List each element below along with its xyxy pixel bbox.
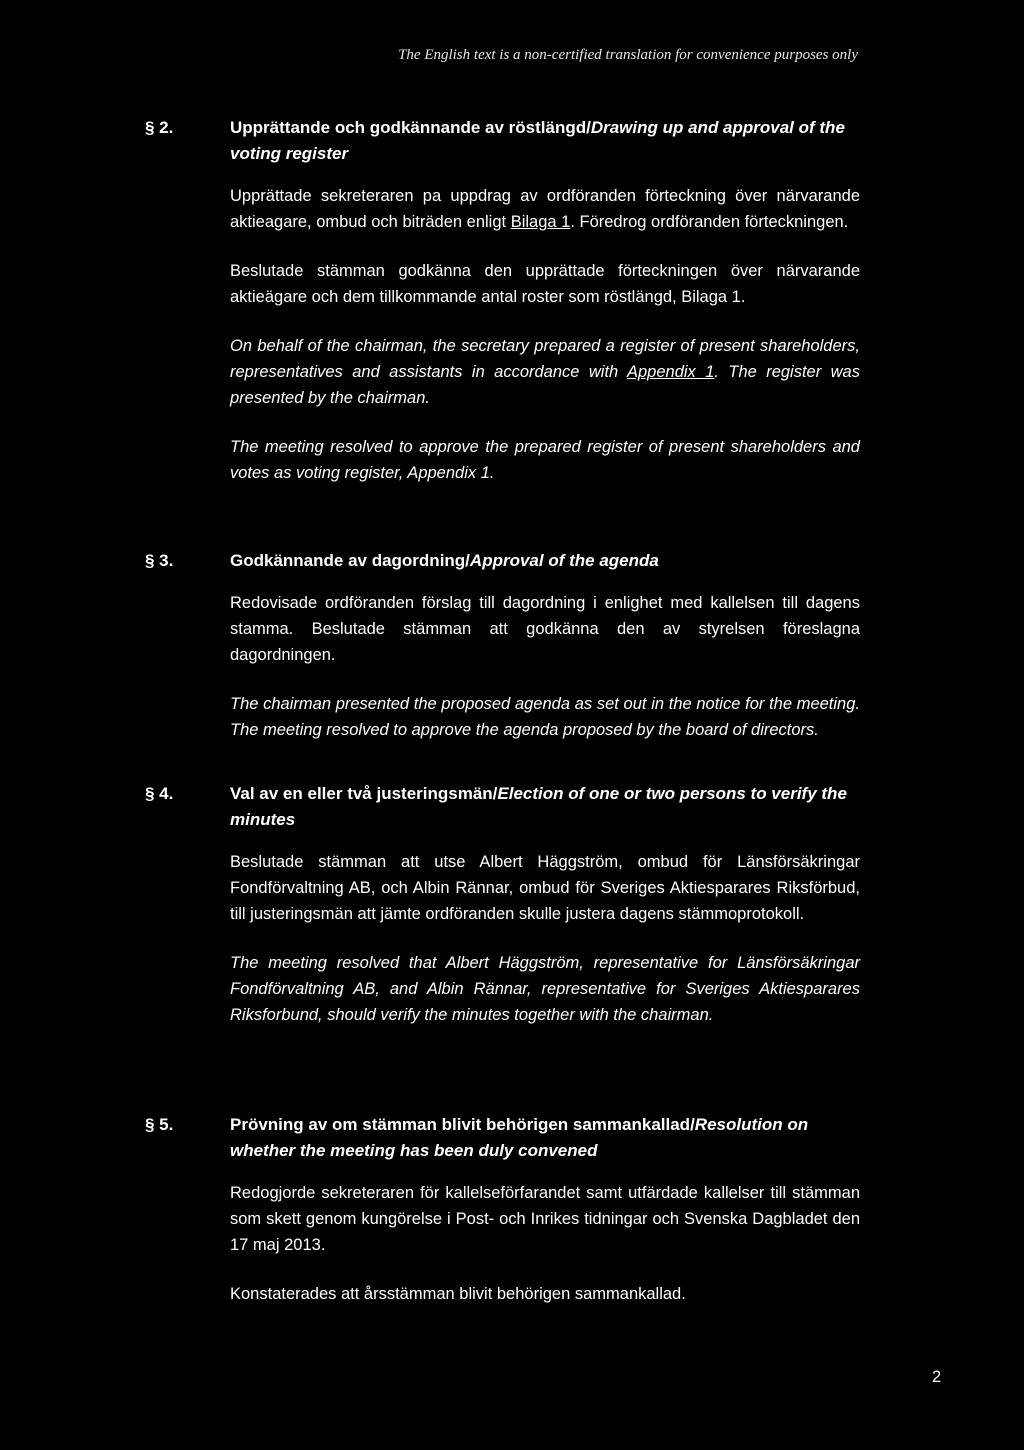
section-title: [230, 548, 860, 574]
section-title: [230, 115, 860, 167]
section-5: [145, 1112, 860, 1330]
appendix-reference: Bilaga 1: [510, 213, 571, 231]
paragraph-english: The meeting resolved that Albert Häggström, representative for Länsförsäkringar Fondförvaltning AB, and Albin Rännar, representative for Sveriges Aktiesparares Riksforbund, should verify the minutes together with the chairman.: [230, 954, 860, 1024]
title-swedish: Prövning av om stämman blivit behörigen sammankallad/: [230, 1115, 695, 1134]
paragraph-swedish: Upprättade sekreteraren pa uppdrag av ordföranden förteckning över närvarande aktieagare, ombud och biträden enligt Bilaga 1. Föredrog ordföranden förteckningen.: [230, 187, 860, 231]
paragraph-swedish: Beslutade stämman godkänna den upprättade förteckningen över närvarande aktieägare och dem tillkommande antal roster som röstlängd, Bilaga 1.: [230, 262, 860, 306]
translation-disclaimer: The English text is a non-certified translation for convenience purposes only: [398, 47, 858, 63]
section-2: [145, 115, 860, 509]
title-english: Approval of the agenda: [469, 551, 659, 570]
title-english: Election of one or two persons to verify the minutes: [230, 784, 847, 829]
paragraph-english: The chairman presented the proposed agenda as set out in the notice for the meeting. The meeting resolved to approve the agenda proposed by the board of directors.: [230, 695, 860, 739]
paragraph-english: The meeting resolved to approve the prepared register of present shareholders and votes as voting register, Appendix 1.: [230, 438, 860, 482]
section-title: [230, 781, 860, 833]
title-swedish: Upprättande och godkännande av röstlängd/: [230, 118, 591, 137]
paragraph-swedish: Beslutade stämman att utse Albert Häggström, ombud för Länsförsäkringar Fondförvaltning AB, och Albin Rännar, ombud för Sveriges Aktiesparares Riksförbud, till justeringsmän att jämte ordföranden skulle justera dagens stämmoprotokoll.: [230, 853, 860, 923]
title-swedish: Godkännande av dagordning/: [230, 551, 470, 570]
paragraph-english: On behalf of the chairman, the secretary prepared a register of present shareholders, representatives and assistants in accordance with Appendix 1. The register was presented by the chairman.: [230, 337, 860, 407]
section-3: [145, 548, 860, 766]
title-english: Resolution on whether the meeting has been duly convened: [230, 1115, 809, 1160]
paragraph-swedish: Redovisade ordföranden förslag till dagordning i enlighet med kallelsen till dagens stamma. Beslutade stämman att godkänna den av styrelsen föreslagna dagordningen.: [230, 594, 860, 664]
appendix-reference: Appendix 1: [627, 363, 715, 381]
section-number: § 5.: [145, 1115, 174, 1134]
paragraph-swedish: Redogjorde sekreteraren för kallelseförfarandet samt utfärdade kallelser till stämman som skett genom kungörelse i Post- och Inrikes tidningar och Svenska Dagbladet den 17 maj 2013.: [230, 1184, 860, 1254]
section-4: [145, 781, 860, 1051]
section-number: § 3.: [145, 551, 174, 570]
section-number: § 4.: [145, 784, 174, 803]
title-english: Drawing up and approval of the voting register: [230, 118, 845, 163]
paragraph-swedish: Konstaterades att årsstämman blivit behörigen sammankallad.: [230, 1285, 686, 1303]
section-title: [230, 1112, 860, 1164]
section-number: § 2.: [145, 118, 174, 137]
title-swedish: Val av en eller två justeringsmän/: [230, 784, 498, 803]
page-number: 2: [932, 1368, 942, 1386]
